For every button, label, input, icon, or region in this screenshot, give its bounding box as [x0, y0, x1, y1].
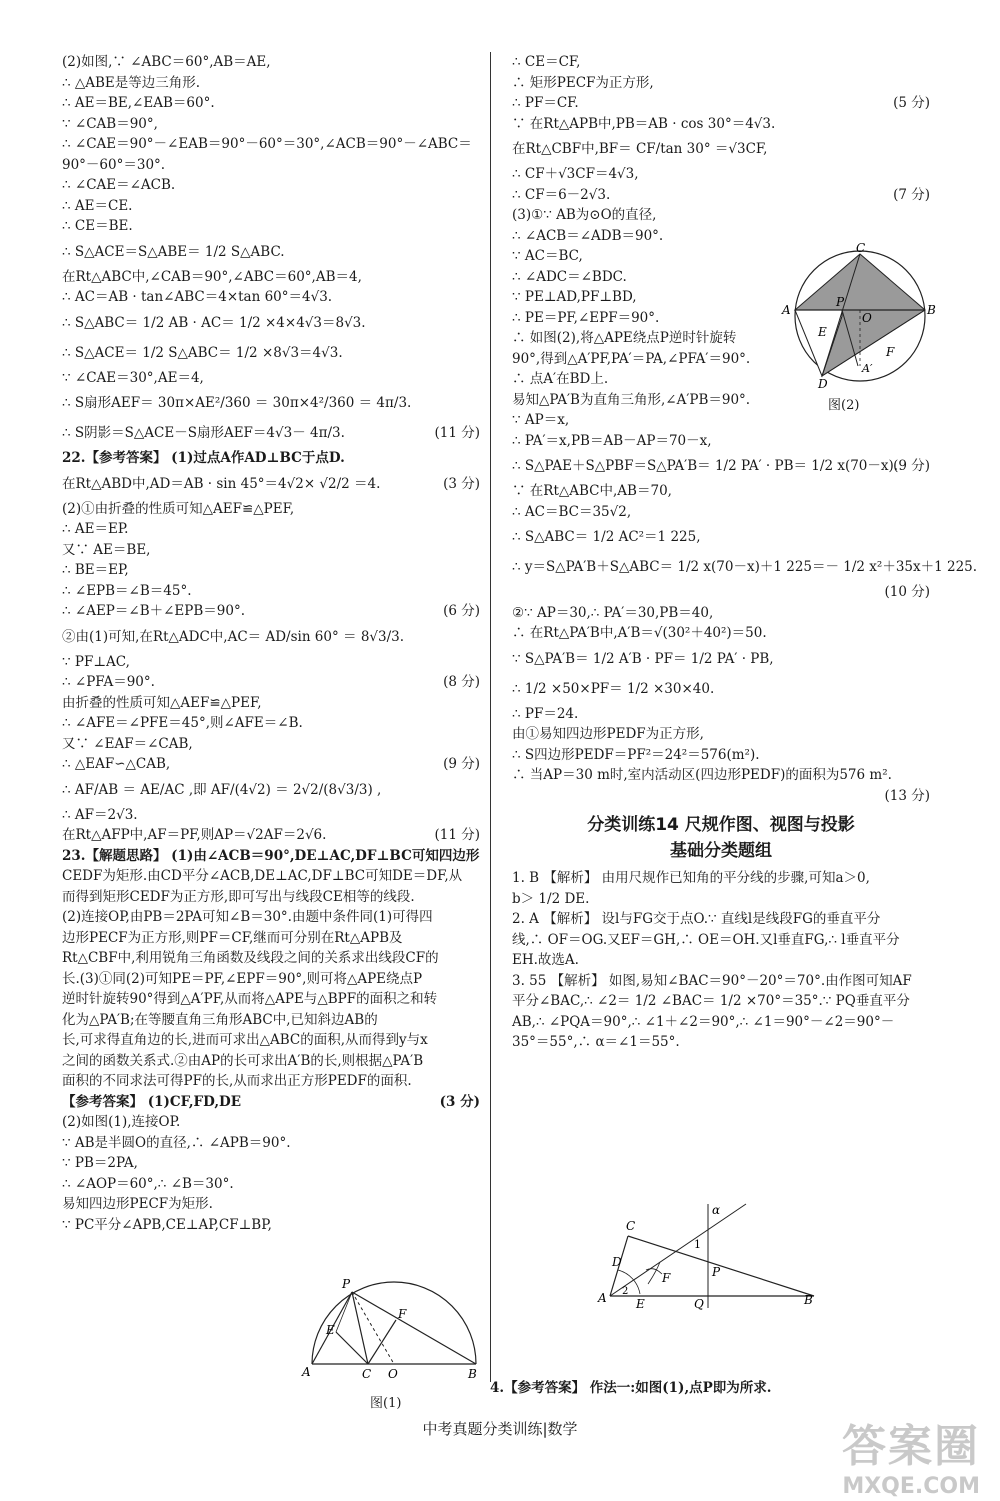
- fig3-label-alpha: α: [712, 1203, 721, 1217]
- left_col-line-text: 逆时针旋转90°得到△A′PF,从而将△APE与△BPF的面积之和转: [62, 991, 438, 1007]
- left_col-line: [62, 846, 480, 867]
- left_col-line-text: ∴ S△ACE＝S△ABE＝ 1/2 S△ABC.: [62, 243, 285, 260]
- left_col-line-text: ∴ AE＝BE,∠EAB＝60°.: [62, 95, 215, 111]
- left_col-line-text: 化为△PA′B;在等腰直角三角形ABC中,已知斜边AB的: [62, 1011, 378, 1028]
- right_col-line-text: ∵ S△PA′B＝ 1/2 A′B · PF＝ 1/2 PA′ · PB,: [512, 650, 774, 667]
- fig2-label-A: A: [782, 303, 791, 317]
- left_col-line: [62, 368, 480, 389]
- right_col-line: [512, 226, 930, 247]
- left_col-line-text: ∴ AE＝EP.: [62, 521, 129, 537]
- left_col-line: [62, 1133, 480, 1154]
- left_col-line-text: ∴ △EAF∽△CAB,: [62, 756, 171, 772]
- left_col-line: [62, 499, 480, 520]
- left_col-line-text: 长.(3)①同(2)可知PE＝PF,∠EPF＝90°,则可将△APE绕点P: [62, 970, 423, 987]
- fig1-label-P: P: [342, 1277, 351, 1291]
- right_col-line: [512, 674, 930, 704]
- figure-3: [596, 1200, 826, 1310]
- right_col-line-text: ∴ 当AP＝30 m时,室内活动区(四边形PEDF)的面积为576 m².: [512, 767, 892, 783]
- left_col-line: [62, 1010, 480, 1031]
- right_col-line: [512, 164, 930, 185]
- fig2-label-A-prime: A′: [862, 362, 873, 375]
- answers-line: [512, 950, 930, 971]
- right_col-line-text: ∵ 在Rt△APB中,PB＝AB · cos 30°＝4√3.: [512, 115, 776, 132]
- fig3-label-A: A: [598, 1291, 607, 1305]
- answers-line: [512, 971, 930, 992]
- left_col-line-text: 90°－60°＝30°.: [62, 156, 166, 173]
- score-mark: (8 分): [443, 674, 480, 690]
- left_col-line-text: 由折叠的性质可知△AEF≌△PEF,: [62, 694, 262, 711]
- fig3-label-C: C: [626, 1219, 636, 1233]
- left_col-line: [62, 713, 480, 734]
- right-solution-lines: [512, 52, 978, 806]
- fig3-label-P: P: [712, 1265, 721, 1279]
- left_col-line-text: 面积的不同求法可得PF的长,从而求出正方形PEDF的面积.: [62, 1073, 412, 1089]
- left_col-line-text: ∴ ∠AFE＝∠PFE＝45°,则∠AFE＝∠B.: [62, 715, 303, 731]
- right_col-line-text: ∴ AC＝BC＝35√2,: [512, 503, 632, 520]
- left_col-line: [62, 287, 480, 308]
- left_col-line-text: 在Rt△ABC中,∠CAB＝90°,∠ABC＝60°,AB＝4,: [62, 268, 362, 285]
- right_col-line-text: 90°,得到△A′PF,PA′＝PA,∠PFA′＝90°.: [512, 350, 751, 367]
- right_col-line-text: ∵ PE⊥AD,PF⊥BD,: [512, 289, 637, 305]
- right_col-line: [512, 73, 930, 94]
- answers-line-text: 平分∠BAC,∴ ∠2＝ 1/2 ∠BAC＝ 1/2 ×70°＝35°.∵ PQ垂直平分: [512, 993, 910, 1009]
- left_col-line: [62, 969, 480, 990]
- right_col-line-text: ∴ 点A′在BD上.: [512, 371, 609, 387]
- fig3-label-B: B: [804, 1293, 813, 1307]
- right_col-line-text: ∵ AC＝BC,: [512, 248, 583, 264]
- right_col-line: [512, 786, 930, 807]
- left_col-line-text: 易知四边形PECF为矩形.: [62, 1196, 213, 1212]
- left_col-line: [62, 1215, 480, 1236]
- left_col-line-text: ∵ AB是半圆O的直径,∴ ∠APB＝90°.: [62, 1134, 291, 1151]
- answer-4: 4.【参考答案】 作法一:如图(1),点P即为所求.: [490, 1380, 772, 1396]
- left_col-line-text: (2)如图(1),连接OP.: [62, 1114, 181, 1130]
- left_col-line-text: ∴ ∠PFA＝90°.: [62, 674, 155, 690]
- right_col-line: [512, 114, 930, 135]
- left_col-line-text: ∴ ∠AOP＝60°,∴ ∠B＝30°.: [62, 1175, 234, 1192]
- left_col-line: [62, 418, 480, 448]
- left_col-line: [62, 73, 480, 94]
- right_col-line: [512, 603, 930, 624]
- left_col-line: [62, 519, 480, 540]
- left_col-line-text: 长,可求得直角边的长,进而可求出△ABC的面积,从而得到y与x: [62, 1032, 428, 1048]
- left_col-line: [62, 907, 480, 928]
- left_col-line: [62, 267, 480, 288]
- fig3-label-2: 2: [622, 1286, 629, 1297]
- left_col-line-text: ∴ AC＝AB · tan∠ABC＝4×tan 60°＝4√3.: [62, 289, 333, 305]
- right_col-line: [512, 205, 930, 226]
- answers-line-text: 3. 55 【解析】 如图,易知∠BAC＝90°－20°＝70°.由作图可知AF: [512, 972, 912, 989]
- score-mark: (13 分): [884, 787, 930, 804]
- left_col-line-text: ∵ ∠CAE＝30°,AE＝4,: [62, 369, 204, 386]
- left_col-line: [62, 1092, 480, 1113]
- left_col-line-text: ∵ PF⊥AC,: [62, 653, 130, 670]
- left_col-line-text: ∴ BE＝EP,: [62, 562, 129, 578]
- left_col-line: [62, 581, 480, 602]
- left_col-line-text: (2)连接OP,由PB＝2PA可知∠B＝30°.由题中条件同(1)可得四: [62, 909, 433, 925]
- right_col-line: [512, 134, 930, 164]
- right_col-line-text: ∴ S△PAE＋S△PBF＝S△PA′B＝ 1/2 PA′ · PB＝ 1/2 x(70－x).: [512, 458, 899, 474]
- left_col-line-text: 而得到矩形CEDF为正方形,即可写出与线段CE相等的线段.: [62, 888, 415, 905]
- left_col-line-text: ∴ ∠AEP＝∠B＋∠EPB＝90°.: [62, 603, 246, 619]
- left_col-line: [62, 652, 480, 673]
- answers-line-text: 2. A 【解析】 设l与FG交于点O.∵ 直线l是线段FG的垂直平分: [512, 911, 881, 927]
- score-mark: (7 分): [893, 186, 930, 203]
- left_col-line: [62, 93, 480, 114]
- figure-2: [780, 241, 940, 394]
- right_col-line: [512, 745, 930, 766]
- left_col-line-text: ∴ ∠CAE＝90°－∠EAB＝90°－60°＝30°,∠ACB＝90°－∠ABC＝: [62, 136, 472, 152]
- left_col-line: [62, 216, 480, 237]
- figure-1: [300, 1272, 490, 1392]
- answers-line: [512, 930, 930, 951]
- watermark-logo-text: 答案圈: [842, 1421, 980, 1472]
- left_col-line: [62, 622, 480, 652]
- right_col-line: [512, 451, 930, 481]
- right_col-line: [512, 644, 930, 674]
- left_col-line-text: ∴ S△ABC＝ 1/2 AB · AC＝ 1/2 ×4×4√3＝8√3.: [62, 314, 366, 331]
- left_col-line: [62, 928, 480, 949]
- right_col-line: [512, 552, 978, 582]
- right_col-line-text: ∵ AP＝x,: [512, 412, 570, 428]
- score-mark: (3 分): [443, 475, 480, 492]
- left_col-line: [62, 989, 480, 1010]
- left_col-line: [62, 448, 480, 469]
- left_col-line-text: Rt△CBF中,利用锐角三角函数及线段之间的关系求出线段CF的: [62, 950, 439, 966]
- answers-line: [512, 1012, 930, 1033]
- left_col-line: [62, 1030, 480, 1051]
- left_col-line: [62, 601, 480, 622]
- right_col-line: [512, 623, 930, 644]
- fig2-label-F: F: [886, 345, 895, 359]
- right_col-line: [512, 704, 930, 725]
- right_col-line: [512, 724, 930, 745]
- section-subtitle: 基础分类题组: [670, 841, 772, 861]
- right_col-line-text: ∴ 在Rt△PA′B中,A′B＝√(30²＋40²)＝50.: [512, 625, 767, 641]
- answers-line-text: b＞ 1/2 DE.: [512, 890, 590, 907]
- score-mark: (5 分): [893, 95, 930, 111]
- fig1-label-F: F: [398, 1307, 407, 1321]
- left_col-line: [62, 338, 480, 368]
- left_col-line: [62, 1194, 480, 1215]
- left_col-line-text: 又∵ AE＝BE,: [62, 541, 151, 558]
- left_col-line: [62, 237, 480, 267]
- left_col-line: [62, 887, 480, 908]
- watermark: [842, 1410, 980, 1499]
- fig3-label-1: 1: [694, 1238, 701, 1251]
- left_col-line-text: 之间的函数关系式.②由AP的长可求出A′B的长,则根据△PA′B: [62, 1052, 424, 1069]
- left_col-line-text: 又∵ ∠EAF＝∠CAB,: [62, 735, 193, 752]
- answers-line: [512, 909, 930, 930]
- fig2-label-E: E: [818, 325, 827, 339]
- right_col-line: [512, 522, 930, 552]
- left_col-line-text: ∵ ∠CAB＝90°,: [62, 115, 158, 132]
- fig3-label-F: F: [662, 1271, 671, 1285]
- left_col-line-text: ∴ ∠EPB＝∠B＝45°.: [62, 582, 192, 599]
- answers-line: [512, 868, 930, 889]
- score-mark: (3 分): [439, 1093, 480, 1110]
- left_col-line: [62, 155, 480, 176]
- fig1-label-B: B: [468, 1367, 477, 1381]
- fig3-label-E: E: [636, 1297, 645, 1311]
- right-column: [512, 52, 978, 1053]
- left_col-line: [62, 469, 480, 499]
- right_col-line-text: 在Rt△CBF中,BF＝ CF/tan 30° ＝√3CF,: [512, 141, 768, 157]
- section-title: 分类训练14 尺规作图、视图与投影: [587, 815, 855, 835]
- fig2-label-P: P: [836, 295, 845, 309]
- fig3-label-Q: Q: [694, 1297, 704, 1311]
- answers-line: [512, 889, 930, 910]
- left_col-line: [62, 734, 480, 755]
- left_col-line-text: ②由(1)可知,在Rt△ADC中,AC＝ AD/sin 60° ＝ 8√3/3.: [62, 628, 405, 645]
- left_col-line-text: 23.【解题思路】 (1)由∠ACB＝90°,DE⊥AC,DF⊥BC可知四边形: [62, 847, 480, 864]
- left-column: [62, 52, 480, 1235]
- right_col-line-text: ∴ ∠ADC＝∠BDC.: [512, 268, 627, 285]
- fig2-label-C: C: [856, 241, 866, 255]
- right_col-line-text: ∴ PA′＝x,PB＝AB－AP＝70－x,: [512, 432, 712, 449]
- left_col-line-text: (2)①由折叠的性质可知△AEF≌△PEF,: [62, 500, 295, 517]
- figure-2-caption: 图(2): [828, 398, 860, 413]
- right_col-line: [512, 431, 930, 452]
- left_col-line: [62, 693, 480, 714]
- right_col-line-text: ∴ CE＝CF,: [512, 54, 581, 70]
- left_col-line: [62, 196, 480, 217]
- watermark-site: MXQE.COM: [842, 1474, 980, 1499]
- left_col-line-text: ∴ AE＝CE.: [62, 197, 133, 214]
- left_col-line-text: ∴ S扇形AEF＝ 30π×AE²/360 ＝ 30π×4²/360 ＝ 4π/3.: [62, 395, 412, 411]
- fig2-label-O: O: [862, 311, 872, 325]
- left_col-line: [62, 948, 480, 969]
- column-divider: [490, 52, 491, 1382]
- right_col-line-text: ∴ CF＋√3CF＝4√3,: [512, 166, 639, 182]
- right_col-line-text: ∴ PE＝PF,∠EPF＝90°.: [512, 309, 660, 326]
- left_col-line-text: CEDF为矩形.由CD平分∠ACB,DE⊥AC,DF⊥BC可知DE＝DF,从: [62, 868, 463, 884]
- score-mark: (6 分): [443, 603, 480, 619]
- left_col-line: [62, 114, 480, 135]
- left_col-line-text: ∴ △ABE是等边三角形.: [62, 74, 201, 91]
- right_col-line-text: 易知△PA′B为直角三角形,∠A′PB＝90°.: [512, 391, 751, 408]
- right_col-line-text: ∴ ∠ACB＝∠ADB＝90°.: [512, 227, 664, 244]
- left_col-line: [62, 775, 480, 805]
- left_col-line: [62, 754, 480, 775]
- right_col-line: [512, 481, 930, 502]
- left_col-line-text: ∴ ∠CAE＝∠ACB.: [62, 177, 176, 193]
- left_col-line: [62, 175, 480, 196]
- left_col-line-text: 边形PECF为正方形,则PF＝CF,继而可分别在Rt△APB及: [62, 929, 403, 946]
- left_col-line-text: ∴ S阴影＝S△ACE－S扇形AEF＝4√3－ 4π/3.: [62, 425, 345, 441]
- left_col-line-text: ∴ AF＝2√3.: [62, 806, 138, 823]
- right_col-line-text: 由①易知四边形PEDF为正方形,: [512, 726, 704, 742]
- right_col-line-text: ∴ PF＝24.: [512, 705, 579, 722]
- right_col-line-text: (3)①∵ AB为⊙O的直径,: [512, 207, 657, 223]
- left_col-line: [62, 805, 480, 826]
- right_col-line-text: ∴ y＝S△PA′B＋S△ABC＝ 1/2 x(70－x)＋1 225＝－ 1/2 x²＋35x＋1 225.: [512, 559, 978, 575]
- right_col-line: [512, 765, 930, 786]
- right_col-line: [512, 410, 930, 431]
- answers-line-text: 35°＝55°,∴ α＝∠1＝55°.: [512, 1034, 680, 1050]
- score-mark: (9 分): [893, 458, 930, 474]
- figure-1-caption: 图(1): [370, 1396, 402, 1411]
- left_col-line: [62, 308, 480, 338]
- fig3-label-D: D: [612, 1255, 622, 1269]
- left_col-line: [62, 134, 480, 155]
- right_col-line: [512, 93, 930, 114]
- left_col-line-text: (2)如图,∵ ∠ABC＝60°,AB＝AE,: [62, 54, 271, 70]
- left_col-line-text: 在Rt△AFP中,AF＝PF,则AP＝√2AF＝2√6.: [62, 827, 327, 843]
- right_col-line: [512, 582, 930, 603]
- right_col-line-text: ∴ PF＝CF.: [512, 95, 579, 111]
- left_col-line: [62, 1153, 480, 1174]
- fig1-label-E: E: [326, 1323, 335, 1337]
- right_col-line: [512, 502, 930, 523]
- left_col-line-text: ∴ CE＝BE.: [62, 218, 133, 234]
- score-mark: (11 分): [434, 425, 480, 441]
- left_col-line-text: ∵ PC平分∠APB,CE⊥AP,CF⊥BP,: [62, 1216, 272, 1233]
- right_col-line-text: ∵ 在Rt△ABC中,AB＝70,: [512, 483, 672, 499]
- right_col-line-text: ∴ 如图(2),将△APE绕点P逆时针旋转: [512, 330, 737, 346]
- right_col-line-text: ∴ 矩形PECF为正方形,: [512, 74, 654, 91]
- score-mark: (11 分): [434, 827, 480, 843]
- right_col-line-text: ∴ S四边形PEDF＝PF²＝24²＝576(m²).: [512, 746, 760, 763]
- left_col-line-text: 在Rt△ABD中,AD＝AB · sin 45°＝4√2× √2/2 ＝4.: [62, 475, 381, 492]
- left_col-line: [62, 540, 480, 561]
- left_col-line: [62, 1051, 480, 1072]
- score-mark: (10 分): [884, 584, 930, 600]
- left_col-line: [62, 560, 480, 581]
- answers-line-text: AB,∴ ∠PQA＝90°,∴ ∠1＋∠2＝90°,∴ ∠1＝90°－∠2＝90°－: [512, 1013, 895, 1030]
- right_col-line-text: ∴ 1/2 ×50×PF＝ 1/2 ×30×40.: [512, 680, 715, 697]
- left_col-line-text: ∵ PB＝2PA,: [62, 1155, 138, 1171]
- fig1-label-C: C: [362, 1367, 372, 1381]
- page-footer: 中考真题分类训练|数学: [422, 1420, 578, 1438]
- left_col-line: [62, 1071, 480, 1092]
- answers-line-text: EH.故选A.: [512, 952, 579, 968]
- answers-line: [512, 1032, 930, 1053]
- left_col-line-text: 22.【参考答案】 (1)过点A作AD⊥BC于点D.: [62, 450, 345, 466]
- left_col-line-text: ∴ AF/AB ＝ AE/AC ,即 AF/(4√2) ＝ 2√2/(8√3/3) ,: [62, 781, 382, 798]
- fig2-label-D: D: [818, 377, 828, 391]
- left_col-line: [62, 1174, 480, 1195]
- score-mark: (9 分): [443, 756, 480, 772]
- answers-line: [512, 991, 930, 1012]
- left_col-line-text: 【参考答案】 (1)CF,FD,DE: [62, 1093, 242, 1110]
- answers-line-text: 线,∴ OF＝OG.又EF＝GH,∴ OE＝OH.又l垂直FG,∴ l垂直平分: [512, 931, 900, 948]
- answers-list: [512, 868, 930, 1053]
- left_col-line: [62, 825, 480, 846]
- fig1-label-O: O: [388, 1367, 398, 1381]
- left_col-line-text: ∴ S△ACE＝ 1/2 S△ABC＝ 1/2 ×8√3＝4√3.: [62, 344, 343, 361]
- right_col-line: [512, 185, 930, 206]
- left_col-line: [62, 672, 480, 693]
- left_col-line: [62, 1112, 480, 1133]
- left_col-line: [62, 388, 480, 418]
- right_col-line-text: ∴ S△ABC＝ 1/2 AC²＝1 225,: [512, 529, 701, 545]
- left_col-line: [62, 52, 480, 73]
- right_col-line: [512, 52, 930, 73]
- answers-line-text: 1. B 【解析】 由用尺规作已知角的平分线的步骤,可知a＞0,: [512, 870, 870, 886]
- left_col-line: [62, 866, 480, 887]
- right_col-line-text: ②∵ AP＝30,∴ PA′＝30,PB＝40,: [512, 604, 714, 621]
- fig2-label-B: B: [927, 303, 936, 317]
- right_col-line-text: ∴ CF＝6－2√3.: [512, 186, 611, 203]
- fig1-label-A: A: [302, 1365, 311, 1379]
